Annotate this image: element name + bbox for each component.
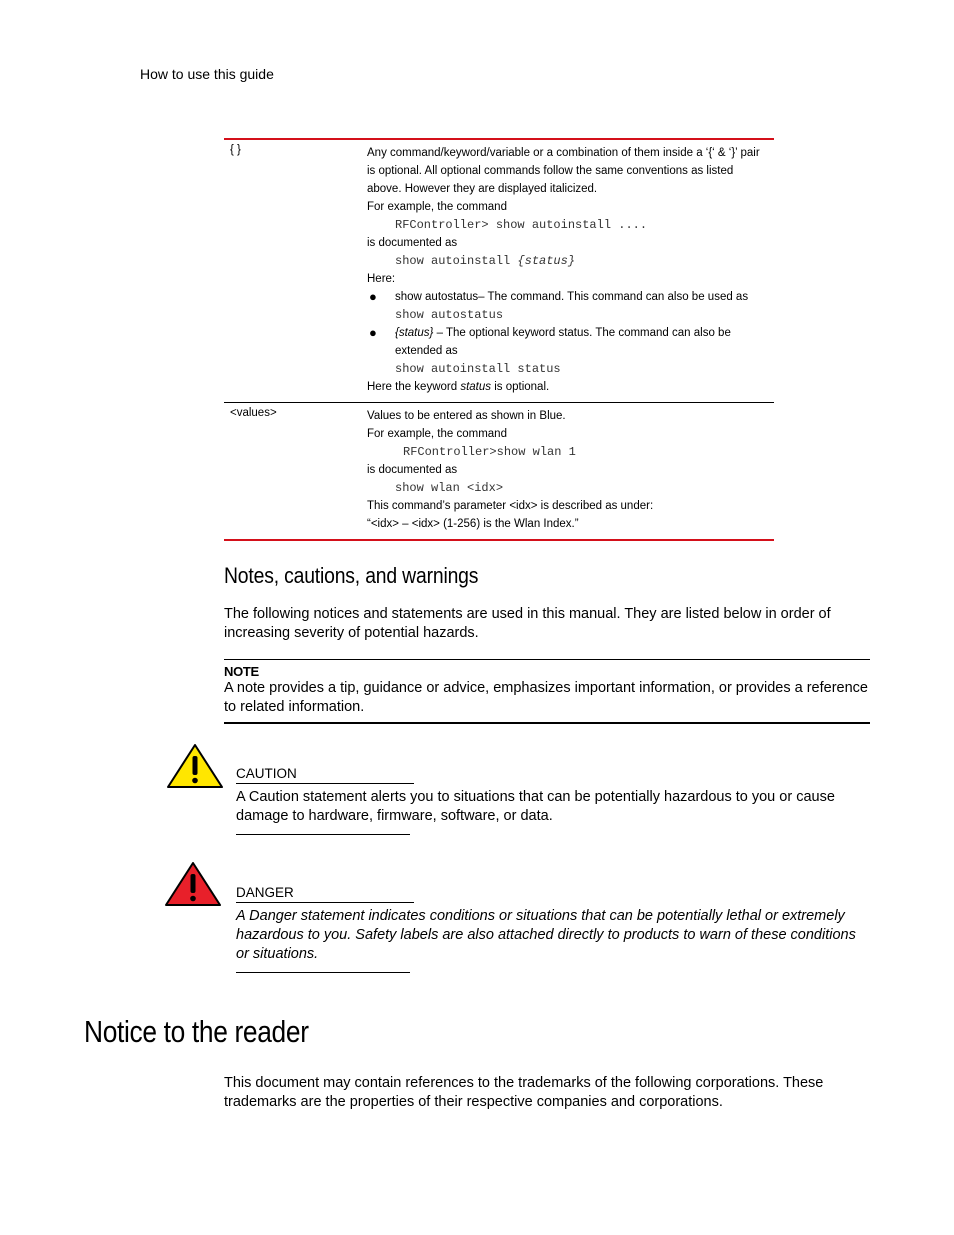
code-example: RFController> show autoinstall .... [395, 218, 648, 232]
footer-suffix: is optional. [491, 381, 550, 393]
note-box [224, 659, 870, 724]
caution-block [236, 766, 872, 835]
code-prefix: show autoinstall [395, 254, 518, 268]
bullet-icon: ● [369, 325, 377, 340]
example-label: For example, the command [367, 201, 507, 213]
code-optional: {status} [517, 254, 576, 268]
reader-paragraph: This document may contain references to the trademarks of the following corporations. These trademarks are the properties of their respective companies and corporations. [224, 1075, 824, 1110]
note-label: NOTE [224, 664, 259, 679]
description-text: Any command/keyword/variable or a combination of them inside a ‘{‘ & ‘}’ pair is optional. All optional commands follow the same conventions as listed above. However they are displayed italicized. [367, 147, 760, 195]
danger-label: DANGER [236, 885, 414, 903]
bullet-italic: {status} [395, 327, 434, 339]
running-header: How to use this guide [140, 66, 274, 82]
section-heading: Notes, cautions, and warnings [224, 563, 479, 588]
danger-triangle-icon [164, 861, 222, 907]
code-documented [367, 252, 769, 270]
documented-label: is documented as [367, 237, 458, 249]
bullet-text: show autostatus– The command. This command can also be used as [395, 291, 749, 303]
danger-text: A Danger statement indicates conditions or situations that can be potentially lethal or extremely hazardous to you. Safety labels are also attached directly to products to warn of these conditions or situations. [236, 908, 856, 962]
footer-text [367, 378, 769, 396]
quote-text: “<idx> – <idx> (1-256) is the Wlan Index.” [367, 518, 579, 530]
caution-text: A Caution statement alerts you to situations that can be potentially hazardous to you or cause damage to hardware, firmware, software, or data. [236, 789, 835, 824]
conventions-table [224, 138, 774, 541]
bullet-text: – The optional keyword status. The command can also be extended as [395, 327, 731, 357]
page-title: Notice to the reader [84, 1014, 309, 1049]
code-example: RFController>show wlan 1 [403, 445, 576, 459]
description-cell [367, 140, 769, 402]
list-item [367, 324, 769, 360]
code-documented: show wlan <idx> [395, 481, 504, 495]
caution-triangle-icon [166, 743, 224, 789]
code-example: show autostatus [395, 308, 504, 322]
table-row [224, 403, 774, 539]
footer-prefix: Here the keyword [367, 381, 461, 393]
code-example: show autoinstall status [395, 362, 561, 376]
footer-italic: status [460, 381, 492, 393]
note-text: A note provides a tip, guidance or advice, emphasizes important information, or provides a reference to related information. [224, 680, 868, 715]
documented-label: is documented as [367, 464, 458, 476]
table-bottom-rule [224, 539, 774, 541]
bullet-icon: ● [369, 289, 377, 304]
symbol-cell: { } [230, 144, 241, 156]
symbol-cell: <values> [230, 407, 277, 419]
intro-paragraph: The following notices and statements are used in this manual. They are listed below in order of increasing severity of potential hazards. [224, 606, 831, 641]
list-item [367, 288, 769, 306]
here-label: Here: [367, 273, 396, 285]
param-text: This command’s parameter <idx> is described as under: [367, 500, 654, 512]
danger-rule [236, 972, 410, 973]
caution-rule [236, 834, 410, 835]
description-cell [367, 403, 769, 539]
danger-block [236, 885, 872, 973]
description-text: Values to be entered as shown in Blue. [367, 410, 566, 422]
table-row [224, 140, 774, 402]
caution-label: CAUTION [236, 766, 414, 784]
example-label: For example, the command [367, 428, 507, 440]
